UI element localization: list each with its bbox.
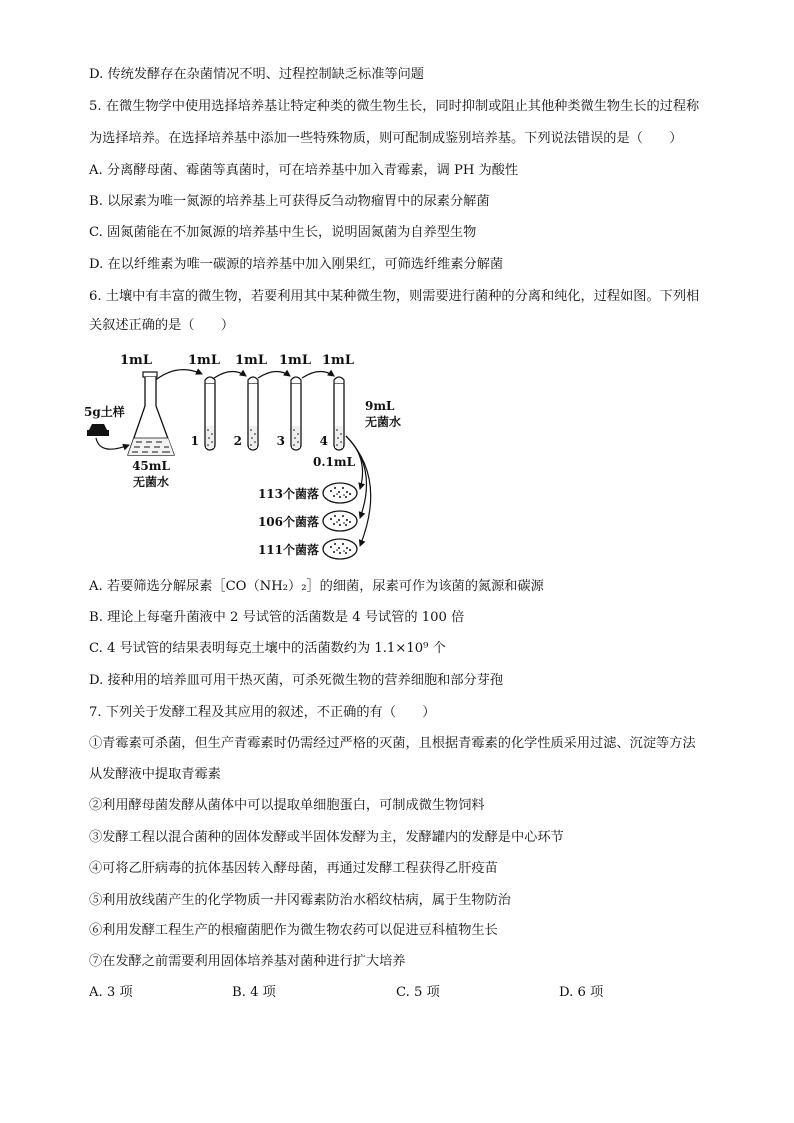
tube-water-label: 无菌水 xyxy=(365,415,402,429)
tube-number-4: 4 xyxy=(319,434,328,448)
transfer-label-3: 1mL xyxy=(235,353,267,368)
question-7-stem: 7. 下列关于发酵工程及其应用的叙述，不正确的有（ ） xyxy=(89,705,436,720)
q6-option-b: B. 理论上每毫升菌液中 2 号试管的活菌数是 4 号试管的 100 倍 xyxy=(89,610,465,625)
petri-dish-1 xyxy=(323,483,357,503)
question-6-stem-2: 关叙述正确的是（ ） xyxy=(89,318,235,333)
soil-dish-icon xyxy=(87,424,109,436)
transfer-arrow-3 xyxy=(258,371,290,378)
transfer-arrow-4 xyxy=(302,371,334,378)
petri-dish-2 xyxy=(323,511,357,531)
tube-number-1: 1 xyxy=(190,434,199,448)
plate-count-1: 113个菌落 xyxy=(257,487,319,501)
q5-option-d: D. 在以纤维素为唯一碳源的培养基中加入刚果红，可筛选纤维素分解菌 xyxy=(89,257,504,272)
q7-option-a: A. 3 项 xyxy=(89,985,133,1000)
plating-volume: 0.1mL xyxy=(313,455,356,469)
test-tube-2 xyxy=(248,377,258,450)
plate-count-2: 106个菌落 xyxy=(257,515,319,529)
q7-option-c: C. 5 项 xyxy=(396,985,440,1000)
transfer-label-2: 1mL xyxy=(188,353,220,368)
plate-count-3: 111个菌落 xyxy=(257,543,319,557)
q7-option-d: D. 6 项 xyxy=(559,985,604,1000)
tube-number-3: 3 xyxy=(276,434,285,448)
q7-statement-2: ②利用酵母菌发酵从菌体中可以提取单细胞蛋白，可制成微生物饲料 xyxy=(89,798,485,813)
flask-volume-label: 45mL xyxy=(132,459,170,473)
tube-water-volume: 9mL xyxy=(365,399,395,413)
q5-option-c: C. 固氮菌能在不加氮源的培养基中生长，说明固氮菌为自养型生物 xyxy=(89,225,477,240)
question-5-stem-2: 为选择培养。在选择培养基中添加一些特殊物质，则可配制成鉴别培养基。下列说法错误的是（ ） xyxy=(89,131,683,146)
q6-option-c: C. 4 号试管的结果表明每克土壤中的活菌数约为 1.1×10⁹ 个 xyxy=(89,641,446,656)
conical-flask xyxy=(128,372,174,455)
q7-statement-4: ④可将乙肝病毒的抗体基因转入酵母菌，再通过发酵工程获得乙肝疫苗 xyxy=(89,861,498,876)
q7-statement-5: ⑤利用放线菌产生的化学物质一井冈霉素防治水稻纹枯病，属于生物防治 xyxy=(89,893,511,908)
tube-number-2: 2 xyxy=(233,434,242,448)
flask-water-label: 无菌水 xyxy=(132,475,170,489)
q7-statement-1b: 从发酵液中提取青霉素 xyxy=(89,767,221,782)
petri-dish-3 xyxy=(323,539,357,559)
transfer-arrow-1 xyxy=(152,370,202,383)
test-tube-4 xyxy=(334,377,344,450)
q7-option-b: B. 4 项 xyxy=(232,985,276,1000)
soil-label: 5g土样 xyxy=(84,405,125,419)
transfer-arrow-2 xyxy=(214,371,246,378)
q7-statement-3: ③发酵工程以混合菌种的固体发酵或半固体发酵为主，发酵罐内的发酵是中心环节 xyxy=(89,830,564,845)
q7-statement-1a: ①青霉素可杀菌，但生产青霉素时仍需经过严格的灭菌，且根据青霉素的化学性质采用过滤、沉淀等方法 xyxy=(89,736,696,751)
question-5-stem-1: 5. 在微生物学中使用选择培养基让特定种类的微生物生长，同时抑制或阻止其他种类微生物生长的过程称 xyxy=(89,99,700,114)
q5-option-a: A. 分离酵母菌、霉菌等真菌时，可在培养基中加入青霉素，调 PH 为酸性 xyxy=(89,163,519,178)
transfer-label-4: 1mL xyxy=(279,353,311,368)
test-tube-3 xyxy=(291,377,301,450)
q6-option-d: D. 接种用的培养皿可用干热灭菌，可杀死微生物的营养细胞和部分芽孢 xyxy=(89,673,504,688)
line-0: D. 传统发酵存在杂菌情况不明、过程控制缺乏标准等问题 xyxy=(89,67,424,82)
question-6-stem-1: 6. 土壤中有丰富的微生物，若要利用其中某种微生物，则需要进行菌种的分离和纯化，过程如图。下列相 xyxy=(89,289,700,304)
q5-option-b: B. 以尿素为唯一氮源的培养基上可获得反刍动物瘤胃中的尿素分解菌 xyxy=(89,194,490,209)
transfer-label-1: 1mL xyxy=(120,353,152,368)
test-tube-1 xyxy=(205,377,215,450)
q7-statement-6: ⑥利用发酵工程生产的根瘤菌肥作为微生物农药可以促进豆科植物生长 xyxy=(89,923,498,938)
transfer-label-5: 1mL xyxy=(322,353,354,368)
dilution-figure xyxy=(84,348,414,563)
q7-statement-7: ⑦在发酵之前需要利用固体培养基对菌种进行扩大培养 xyxy=(89,954,406,969)
q6-option-a: A. 若要筛选分解尿素［CO（NH₂）₂］的细菌，尿素可作为该菌的氮源和碳源 xyxy=(89,579,544,594)
soil-to-flask-arrow xyxy=(96,438,129,449)
